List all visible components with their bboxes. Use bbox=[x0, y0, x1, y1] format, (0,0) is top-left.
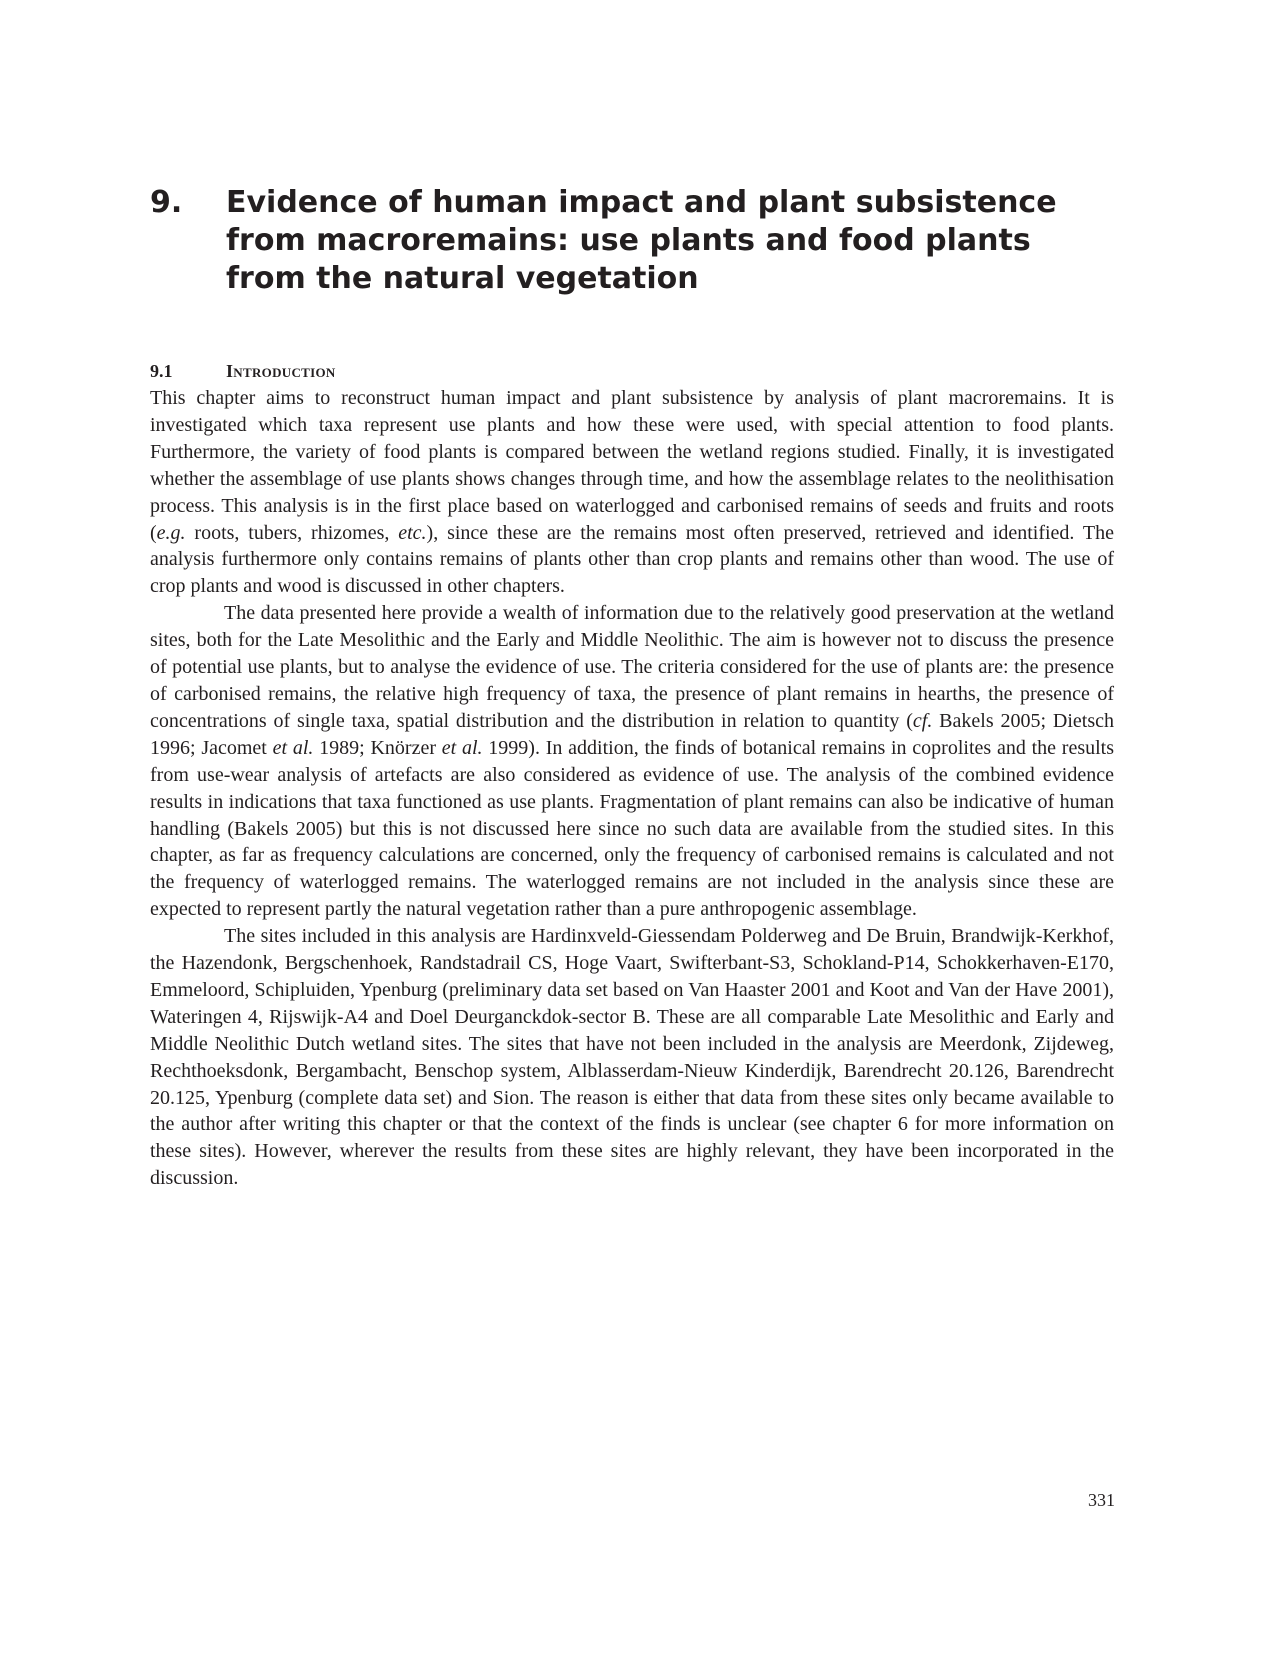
italic-run: etc. bbox=[398, 521, 427, 544]
italic-run: cf. bbox=[912, 709, 933, 732]
italic-run: et al. bbox=[272, 736, 314, 759]
paragraph-3 bbox=[150, 923, 1114, 1192]
text-run: 1999). In addition, the finds of botanical remains in coprolites and the results from use-wear analysis of artefacts are also considered as evidence of use. The analysis of the combined evidence results in indications that taxa functioned as use plants. Fragmentation of plant remains can also be indicative of human handling (Bakels 2005) but this is not discussed here since no such data are available from the studied sites. In this chapter, as far as frequency calculations are concerned, only the frequency of carbonised remains is calculated and not the frequency of waterlogged remains. The waterlogged remains are not included in the analysis since these are expected to represent partly the natural vegetation rather than a pure anthropogenic assemblage. bbox=[150, 736, 1114, 921]
paragraph-2 bbox=[150, 600, 1114, 923]
paragraph-1 bbox=[150, 385, 1114, 600]
body-text bbox=[150, 385, 1114, 1192]
text-run: 1989; Knörzer bbox=[313, 736, 442, 759]
text-run: This chapter aims to reconstruct human impact and plant subsistence by analysis of plant macroremains. It is investigated which taxa represent use plants and how these were used, with special attention to food plants. Furthermore, the variety of food plants is compared between the wetland regions studied. Finally, it is investigated whether the assemblage of use plants shows changes through time, and how the assemblage relates to the neolithisation process. This analysis is in the first place based on waterlogged and carbonised remains of seeds and fruits and roots ( bbox=[150, 387, 1114, 544]
section-title: Introduction bbox=[226, 361, 336, 381]
text-run: Bakels 2005; Dietsch 1996; Jacomet bbox=[150, 709, 1114, 759]
italic-run: e.g. bbox=[156, 521, 186, 544]
text-run: The sites included in this analysis are Hardinxveld-Giessendam Polderweg and De Bruin, Brandwijk-Kerkhof, the Hazendonk, Bergschenhoek, Randstadrail CS, Hoge Vaart, Swifterbant-S3, Schokland-P14, Schokkerhaven-E170, Emmeloord, Schipluiden, Ypenburg (preliminary data set based on Van Haaster 2001 and Koot and Van der Have 2001), Wateringen 4, Rijswijk-A4 and Doel Deurganckdok-sector B. These are all comparable Late Mesolithic and Early and Middle Neolithic Dutch wetland sites. The sites that have not been included in the analysis are Meerdonk, Zijdeweg, Rechthoeksdonk, Bergambacht, Benschop system, Alblasserdam-Nieuw Kinderdijk, Barendrecht 20.126, Barendrecht 20.125, Ypenburg (complete data set) and Sion. The reason is either that data from these sites only became available to the author after writing this chapter or that the context of the finds is unclear (see chapter 6 for more information on these sites). However, wherever the results from these sites are highly relevant, they have been incorporated in the discussion. bbox=[150, 925, 1114, 1190]
page-number: 331 bbox=[1088, 1490, 1115, 1510]
text-run: ), since these are the remains most often preserved, retrieved and identified. The analysis furthermore only contains remains of plants other than crop plants and remains other than wood. The use of crop plants and wood is discussed in other chapters. bbox=[150, 521, 1115, 598]
chapter-heading bbox=[150, 184, 1110, 298]
text-run: roots, tubers, rhizomes, bbox=[185, 521, 399, 544]
section-number: 9.1 bbox=[150, 361, 173, 381]
text-run: The data presented here provide a wealth of information due to the relatively good preservation at the wetland sites, both for the Late Mesolithic and the Early and Middle Neolithic. The aim is however not to discuss the presence of potential use plants, but to analyse the evidence of use. The criteria considered for the use of plants are: the presence of carbonised remains, the relative high frequency of taxa, the presence of plant remains in hearths, the presence of concentrations of single taxa, spatial distribution and the distribution in relation to quantity ( bbox=[150, 602, 1114, 732]
chapter-title: Evidence of human impact and plant subsistence from macroremains: use plants and food plants from the natural vegetation bbox=[226, 185, 1057, 296]
section-heading bbox=[150, 360, 336, 382]
italic-run: et al. bbox=[441, 736, 483, 759]
chapter-number: 9. bbox=[150, 185, 183, 220]
